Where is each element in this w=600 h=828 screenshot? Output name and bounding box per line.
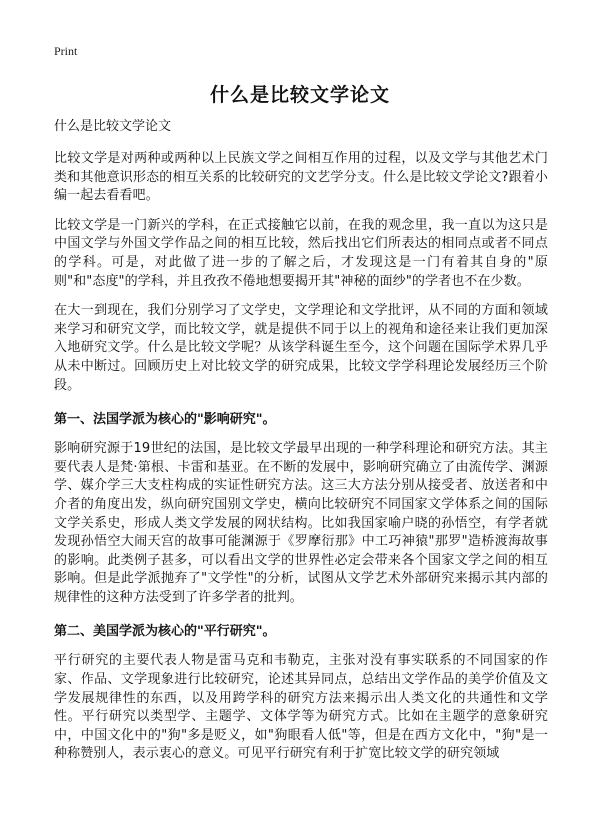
paragraph-study: 在大一到现在，我们分别学习了文学史，文学理论和文学批评，从不同的方面和领域来学习和研究文学，而比较文学，就是提供不同于以上的视角和途径来让我们更加深入地研究文学。什么是比较文学呢？从该学科诞生至今，这个问题在国际学术界几乎从未中断过。回顾历史上对比较文学的研究成果，比较文学学科理论发展经历三个阶段。: [54, 303, 548, 393]
document-title: 什么是比较文学论文: [209, 84, 390, 106]
document-body: [54, 118, 548, 775]
print-link[interactable]: Print: [54, 44, 78, 58]
document-subtitle: 什么是比较文学论文: [54, 119, 172, 134]
section-heading-influence: 第一、法国学派为核心的"影响研究"。: [54, 412, 276, 428]
section-body-parallel: 平行研究的主要代表人物是雷马克和韦勒克，主张对没有事实联系的不同国家的作家、作品、文学现象进行比较研究，论述其异同点，总结出文学作品的美学价值及文学发展规律性的东西，以及用跨学科的研究方法来揭示出人类文化的共通性和文学性。平行研究以类型学、主题学、文体学等为研究方式。比如在主题学的意象研究中，中国文化中的"狗"多是贬义，如"狗眼看人低"等，但是在西方文化中，"狗"是一种称赞别人，表示衷心的意义。可见平行研究有利于扩宽比较文学的研究领域: [54, 653, 548, 762]
section-body-influence: 影响研究源于19世纪的法国，是比较文学最早出现的一种学科理论和研究方法。其主要代表人是梵·第根、卡雷和基亚。在不断的发展中，影响研究确立了由流传学、渊源学、媒介学三大支柱构成的实证性研究方法。这三大方法分别从接受者、放送者和中介者的角度出发，纵向研究国别文学史，横向比较研究不同国家文学体系之间的国际文学关系史，形成人类文学发展的网状结构。比如我国家喻户晓的孙悟空，有学者就发现孙悟空大闹天宫的故事可能渊源于《罗摩衍那》中工巧神猿"那罗"造桥渡海故事的影响。此类例子甚多，可以看出文学的世界性必定会带来各个国家文学之间的相互影响。但是此学派抛弃了"文学性"的分析，试图从文学艺术外部研究来揭示其内部的规律性的这种方法受到了许多学者的批判。: [54, 441, 548, 605]
section-heading-parallel: 第二、美国学派为核心的"平行研究"。: [54, 624, 276, 640]
paragraph-discipline: 比较文学是一门新兴的学科，在正式接触它以前，在我的观念里，我一直以为这只是中国文学与外国文学作品之间的相互比较，然后找出它们所表达的相同点或者不同点的学科。可是，对此做了进一步的了解之后，才发现这是一门有着其自身的"原则"和"态度"的学科，并且孜孜不倦地想要揭开其"神秘的面纱"的学者也不在少数。: [54, 217, 548, 289]
intro-paragraph: 比较文学是对两种或两种以上民族文学之间相互作用的过程，以及文学与其他艺术门类和其他意识形态的相互关系的比较研究的文艺学分支。什么是比较文学论文?跟着小编一起去看看吧。: [54, 151, 548, 204]
